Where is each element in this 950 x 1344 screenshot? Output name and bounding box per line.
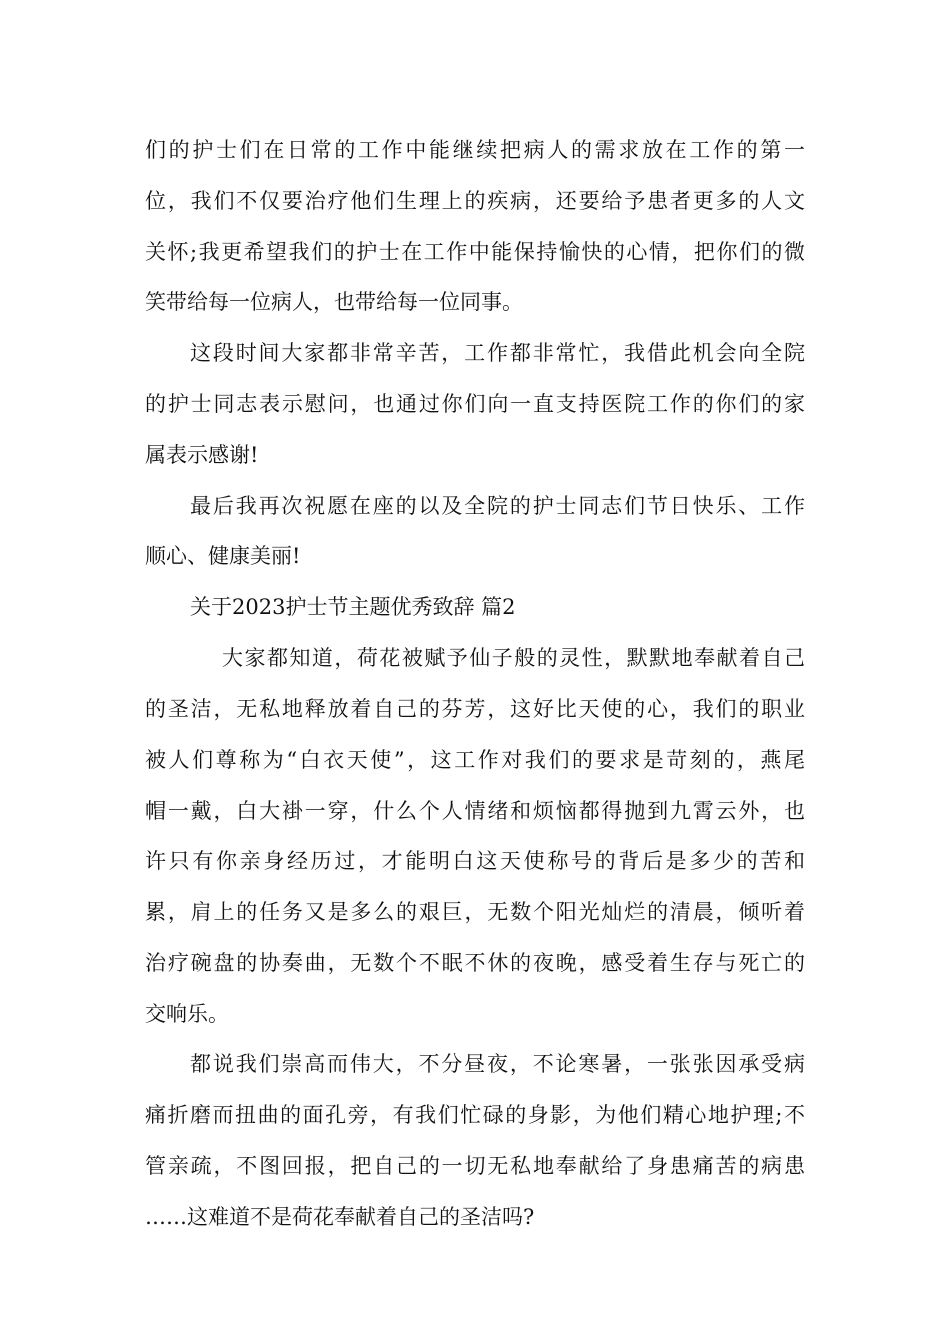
paragraph-line: 顺心、健康美丽!: [145, 544, 301, 568]
paragraph-line: 位，我们不仅要治疗他们生理上的疾病，还要给予患者更多的人文: [145, 189, 805, 213]
paragraph-line: 的圣洁，无私地释放着自己的芬芳，这好比天使的心，我们的职业: [145, 697, 805, 721]
paragraph-line: 关怀;我更希望我们的护士在工作中能保持愉快的心情，把你们的微: [145, 240, 805, 264]
paragraph-line: 这段时间大家都非常辛苦，工作都非常忙，我借此机会向全院: [190, 341, 805, 365]
paragraph-line: 许只有你亲身经历过，才能明白这天使称号的背后是多少的苦和: [145, 849, 805, 873]
paragraph-line: 帽一戴，白大褂一穿，什么个人情绪和烦恼都得抛到九霄云外，也: [145, 799, 805, 823]
paragraph-line: 们的护士们在日常的工作中能继续把病人的需求放在工作的第一: [145, 138, 805, 162]
paragraph-line: 属表示感谢!: [145, 443, 259, 467]
paragraph-line: 大家都知道，荷花被赋予仙子般的灵性，默默地奉献着自己: [222, 646, 805, 670]
paragraph-line: 管亲疏，不图回报，把自己的一切无私地奉献给了身患痛苦的病患: [145, 1154, 805, 1178]
paragraph-line: 被人们尊称为“白衣天使”，这工作对我们的要求是苛刻的，燕尾: [145, 748, 805, 772]
paragraph-line: 都说我们崇高而伟大，不分昼夜，不论寒暑，一张张因承受病: [190, 1052, 805, 1076]
paragraph-line: 最后我再次祝愿在座的以及全院的护士同志们节日快乐、工作: [190, 494, 805, 518]
paragraph-line: 累，肩上的任务又是多么的艰巨，无数个阳光灿烂的清晨，倾听着: [145, 900, 805, 924]
section-heading: 关于2023护士节主题优秀致辞 篇2: [190, 595, 516, 619]
paragraph-line: 笑带给每一位病人，也带给每一位同事。: [145, 290, 523, 314]
paragraph-line: 治疗碗盘的协奏曲，无数个不眠不休的夜晚，感受着生存与死亡的: [145, 951, 805, 975]
paragraph-line: ……这难道不是荷花奉献着自己的圣洁吗?: [145, 1205, 535, 1229]
paragraph-line: 的护士同志表示慰问，也通过你们向一直支持医院工作的你们的家: [145, 392, 805, 416]
paragraph-line: 交响乐。: [145, 1002, 229, 1026]
paragraph-line: 痛折磨而扭曲的面孔旁，有我们忙碌的身影，为他们精心地护理;不: [145, 1103, 805, 1127]
